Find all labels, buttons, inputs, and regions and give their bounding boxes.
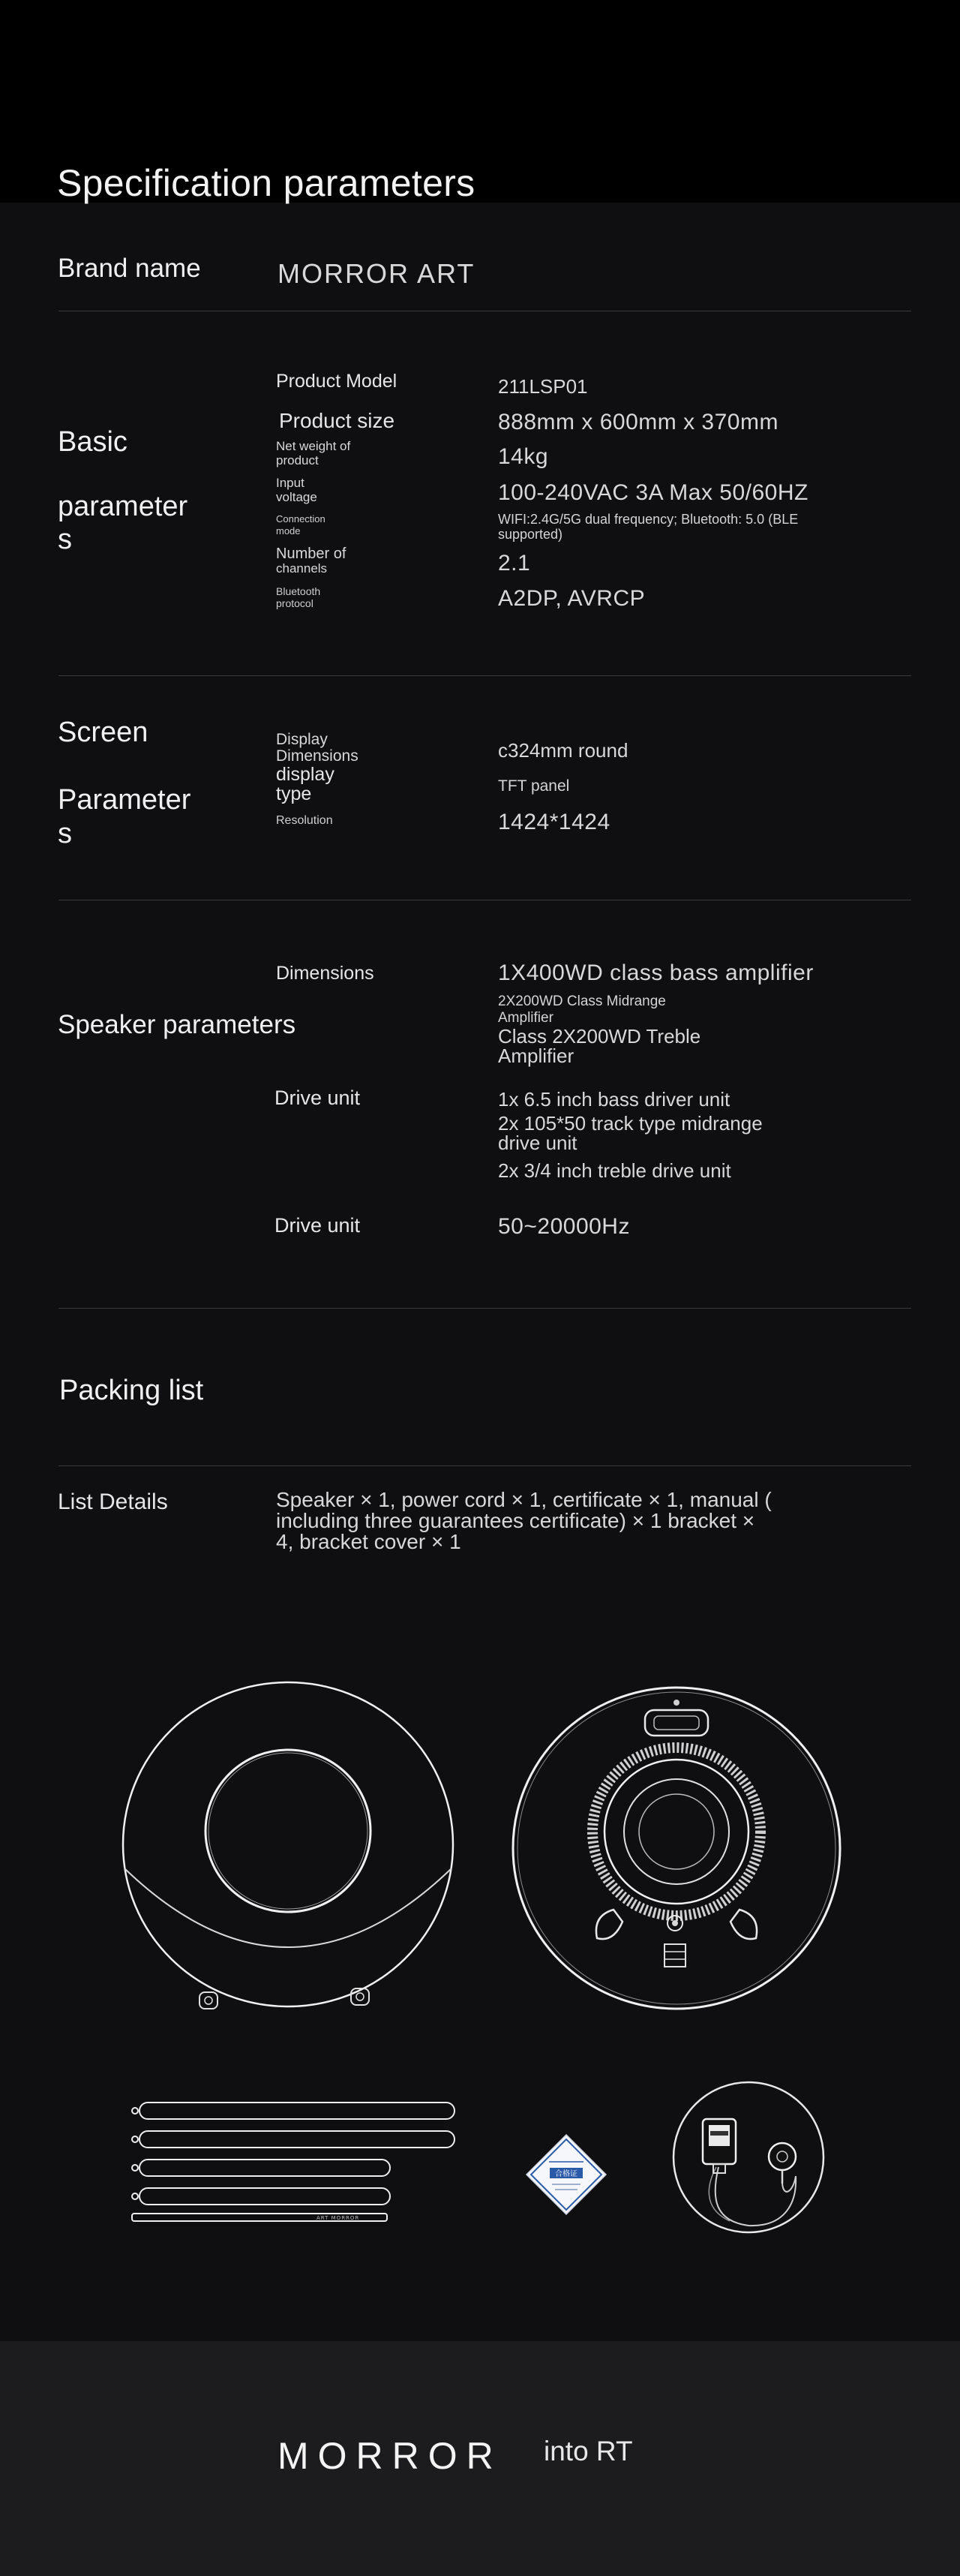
- basic-heading-1: Basic: [58, 426, 128, 458]
- power-cord-illustration: [670, 2079, 827, 2236]
- frequency-value: 50~20000Hz: [498, 1214, 630, 1239]
- channels-label-2: channels: [276, 561, 328, 576]
- amp-value-5: Amplifier: [498, 1045, 574, 1067]
- voltage-value: 100-240VAC 3A Max 50/60HZ: [498, 480, 808, 505]
- amp-value-2: 2X200WD Class Midrange: [498, 993, 666, 1009]
- size-value: 888mm x 600mm x 370mm: [498, 410, 778, 434]
- display-dim-label-2: Dimensions: [276, 747, 358, 765]
- speaker-back-illustration: [510, 1685, 843, 2022]
- display-type-label-1: display: [276, 764, 334, 785]
- basic-heading-2: parameter: [58, 491, 188, 522]
- screen-heading-3: s: [58, 818, 72, 849]
- amp-value-1: 1X400WD class bass amplifier: [498, 960, 814, 985]
- drive-unit-label-1: Drive unit: [274, 1087, 361, 1109]
- divider: [58, 675, 911, 676]
- certificate-illustration: [525, 2133, 608, 2216]
- weight-value: 14kg: [498, 444, 549, 469]
- display-type-label-2: type: [276, 783, 312, 804]
- drive-value-2: 2x 105*50 track type midrange: [498, 1112, 763, 1135]
- bluetooth-value: A2DP, AVRCP: [498, 586, 646, 611]
- list-details-label: List Details: [58, 1489, 168, 1514]
- voltage-label-1: Input: [276, 476, 304, 490]
- drive-value-3: drive unit: [498, 1132, 578, 1154]
- speaker-front-illustration: [120, 1681, 456, 2026]
- amp-value-4: Class 2X200WD Treble: [498, 1025, 701, 1048]
- weight-label-1: Net weight of: [276, 439, 351, 453]
- certificate-text: 合格证: [555, 2170, 578, 2178]
- divider: [58, 1308, 911, 1309]
- resolution-value: 1424*1424: [498, 810, 610, 834]
- list-details-line3: 4, bracket cover × 1: [276, 1530, 461, 1553]
- list-details-line2: including three guarantees certificate) × 1 bracket ×: [276, 1509, 755, 1532]
- drive-unit-label-2: Drive unit: [274, 1214, 361, 1237]
- display-dim-label-1: Display: [276, 731, 328, 748]
- voltage-label-2: voltage: [276, 490, 317, 504]
- drive-value-4: 2x 3/4 inch treble drive unit: [498, 1159, 731, 1182]
- dimensions-label: Dimensions: [276, 963, 374, 984]
- list-details-line1: Speaker × 1, power cord × 1, certificate × 1, manual (: [276, 1488, 772, 1511]
- amp-value-3: Amplifier: [498, 1010, 554, 1026]
- display-type-value: TFT panel: [498, 777, 570, 795]
- model-value: 211LSP01: [498, 375, 588, 398]
- brand-value: MORROR ART: [278, 258, 476, 289]
- display-dim-value: c324mm round: [498, 739, 628, 762]
- size-label: Product size: [279, 409, 395, 432]
- connection-label-2: mode: [276, 525, 301, 537]
- connection-value-2: supported): [498, 527, 563, 542]
- channels-value: 2.1: [498, 551, 531, 576]
- page-title: Specification parameters: [57, 162, 476, 204]
- resolution-label: Resolution: [276, 814, 333, 827]
- screen-heading-2: Parameter: [58, 784, 191, 816]
- connection-value-1: WIFI:2.4G/5G dual frequency; Bluetooth: 5.0 (BLE: [498, 512, 799, 527]
- brand-tagline: into RT: [544, 2436, 633, 2466]
- bracket-cover-text: ART MORROR: [316, 2215, 360, 2221]
- model-label: Product Model: [276, 371, 398, 392]
- brand-logo: MORROR: [278, 2435, 502, 2477]
- weight-label-2: product: [276, 453, 319, 467]
- basic-heading-3: s: [58, 524, 72, 555]
- screen-heading-1: Screen: [58, 717, 148, 748]
- connection-label-1: Connection: [276, 513, 326, 525]
- channels-label-1: Number of: [276, 546, 346, 562]
- bluetooth-label-2: protocol: [276, 597, 314, 609]
- bluetooth-label-1: Bluetooth: [276, 585, 321, 597]
- packing-heading: Packing list: [59, 1375, 204, 1406]
- drive-value-1: 1x 6.5 inch bass driver unit: [498, 1088, 730, 1111]
- brackets-illustration: [129, 2094, 466, 2229]
- speaker-heading: Speaker parameters: [58, 1010, 296, 1039]
- brand-label: Brand name: [58, 254, 201, 283]
- divider: [58, 1465, 911, 1466]
